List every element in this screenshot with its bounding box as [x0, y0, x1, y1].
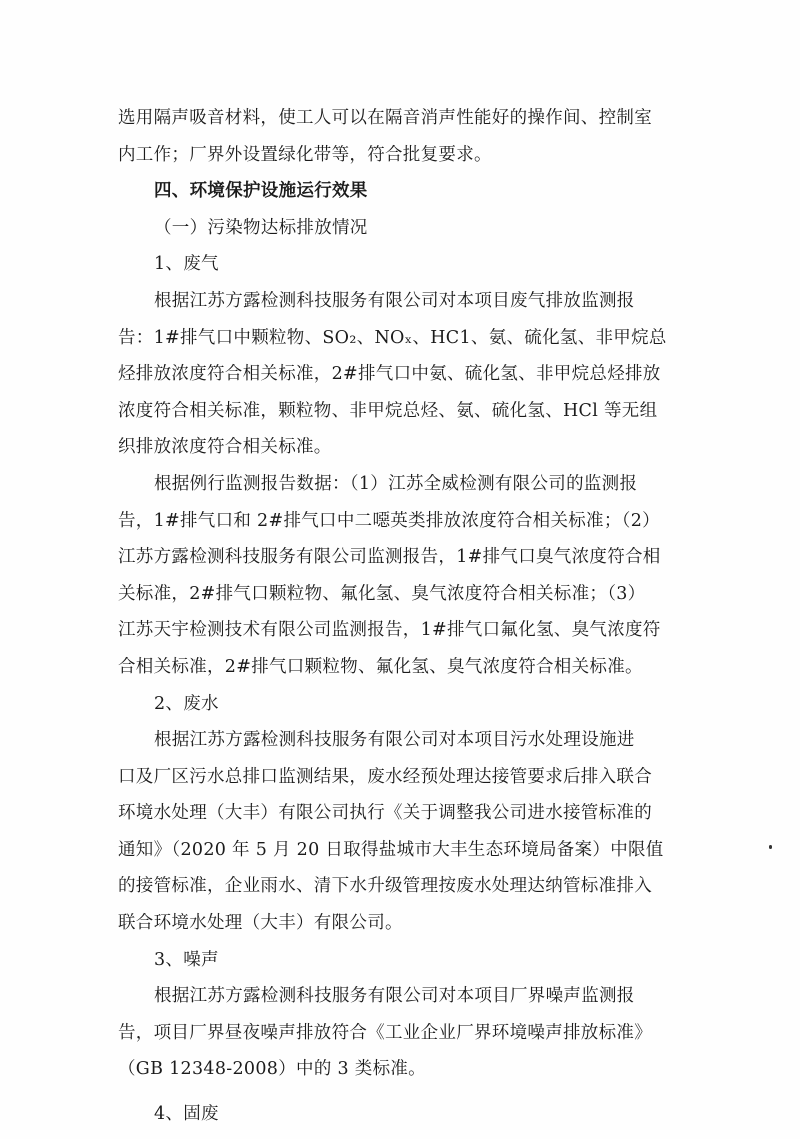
subsection-heading: （一）污染物达标排放情况 [154, 217, 368, 238]
body-line: 江苏天宇检测技术有限公司监测报告，1#排气口氟化氢、臭气浓度符 [118, 620, 661, 641]
body-line: 告，1#排气口和 2#排气口中二噁英类排放浓度符合相关标准；（2） [118, 510, 660, 531]
section-heading: 四、环境保护设施运行效果 [154, 181, 368, 202]
body-line: 选用隔声吸音材料，使工人可以在隔音消声性能好的操作间、控制室 [118, 108, 652, 128]
body-line: 关标准，2#排气口颗粒物、氟化氢、臭气浓度符合相关标准；（3） [118, 583, 646, 604]
body-line: 烃排放浓度符合相关标准，2#排气口中氨、硫化氢、非甲烷总烃排放 [118, 364, 661, 385]
body-line: 织排放浓度符合相关标准。 [118, 437, 332, 458]
body-line: 环境水处理（大丰）有限公司执行《关于调整我公司进水接管标准的 [118, 803, 652, 824]
item-heading-waste-gas: 1、废气 [154, 254, 219, 275]
body-line: 江苏方露检测科技服务有限公司监测报告，1#排气口臭气浓度符合相 [118, 547, 661, 568]
item-heading-solid-waste: 4、固废 [154, 1104, 219, 1125]
paragraph-gap [118, 1088, 698, 1096]
body-line: 的接管标准，企业雨水、清下水升级管理按废水处理达纳管标准排入 [118, 876, 652, 897]
paragraph-start: 根据江苏方露检测科技服务有限公司对本项目废气排放监测报 [154, 290, 635, 311]
body-line: 告：1#排气口中颗粒物、SO₂、NOₓ、HC1、氨、硫化氢、非甲烷总 [118, 327, 667, 348]
document-body [118, 100, 698, 1133]
body-line: 浓度符合相关标准，颗粒物、非甲烷总烃、氨、硫化氢、HCl 等无组 [118, 400, 658, 421]
paragraph-start: 根据江苏方露检测科技服务有限公司对本项目厂界噪声监测报 [154, 986, 635, 1007]
body-line: 联合环境水处理（大丰）有限公司。 [118, 913, 403, 934]
body-line: 口及厂区污水总排口监测结果，废水经预处理达接管要求后排入联合 [118, 766, 652, 787]
paragraph-start: 根据江苏方露检测科技服务有限公司对本项目污水处理设施进 [154, 730, 635, 751]
paragraph-start: 根据例行监测报告数据：（1）江苏全威检测有限公司的监测报 [154, 473, 638, 494]
item-heading-noise: 3、噪声 [154, 949, 219, 970]
item-heading-waste-water: 2、废水 [154, 693, 219, 714]
scan-speck [769, 845, 772, 849]
body-line: （GB 12348-2008）中的 3 类标准。 [118, 1059, 426, 1080]
body-line: 告，项目厂界昼夜噪声排放符合《工业企业厂界环境噪声排放标准》 [118, 1022, 652, 1043]
body-line: 合相关标准，2#排气口颗粒物、氟化氢、臭气浓度符合相关标准。 [118, 656, 643, 677]
body-line: 通知》（2020 年 5 月 20 日取得盐城市大丰生态环境局备案）中限值 [118, 839, 664, 860]
body-line: 内工作；厂界外设置绿化带等，符合批复要求。 [118, 144, 492, 165]
